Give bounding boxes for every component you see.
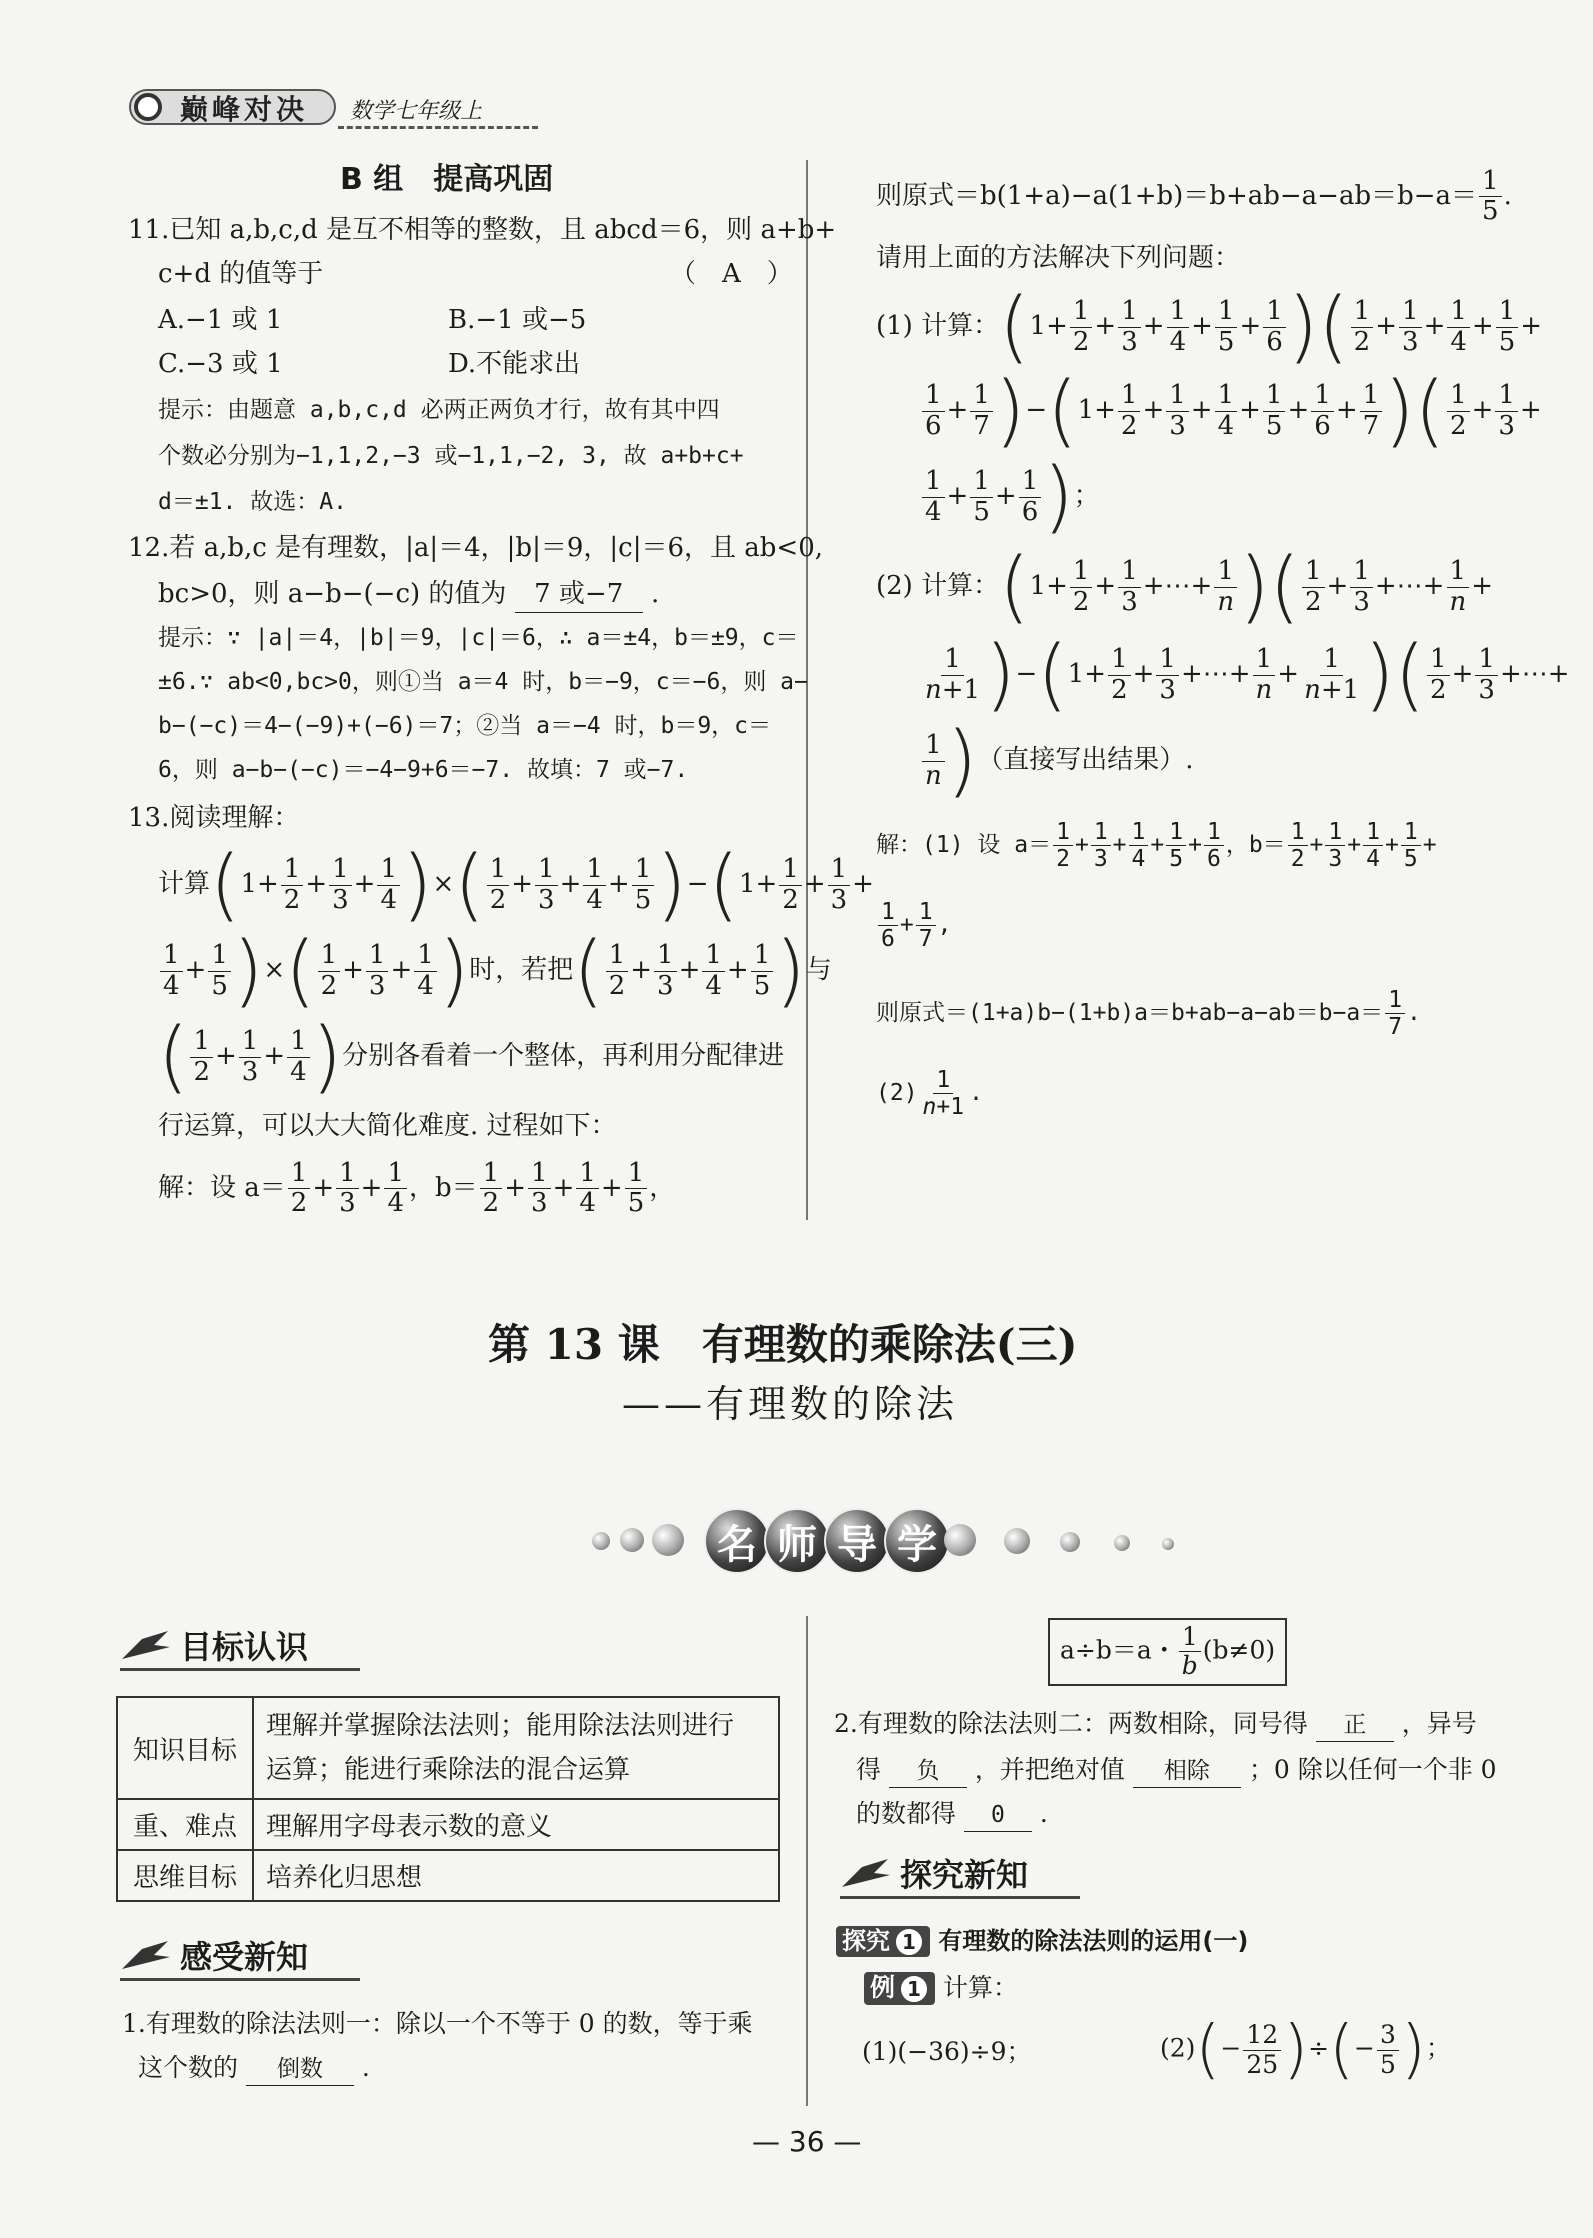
q12-hint-2: ±6.∵ ab<0,bc>0，则①当 a＝4 时，b＝−9，c＝−6，则 a− (158, 669, 808, 695)
p1-line2: $\frac{1}{6}$ + $\frac{1}{7}$ )−(1+ $\frac{1}{2}$ + $\frac{1}{3}$ + $\frac{1}{4}$ + $\frac{1}{5}$ + $\frac{1}{6}$ + $\frac{1}{7}$ )( $\frac{1}{2}$ + $\frac{1}{3}$ + (920, 372, 1542, 450)
goal-value-line: 运算；能进行乘除法的混合运算 (266, 1755, 631, 1786)
q11-option-a: A.−1 或 1 (158, 305, 283, 335)
p2-line3: $\frac{1}{n}$ )（直接写出结果）. (920, 722, 1193, 800)
lesson-title: 第 13 课 有理数的乘除法(三) (488, 1320, 1078, 1369)
goal-value: 理解用字母表示数的意义 (253, 1799, 779, 1850)
banner-dot (592, 1532, 610, 1550)
series-name: 巅峰对决 (180, 93, 309, 126)
q13-expr-line1: 计算(1+ $\frac{1}{2}$ + $\frac{1}{3}$ + $\frac{1}{4}$ )×( $\frac{1}{2}$ + $\frac{1}{3}$ + $\frac{1}{4}$ + $\frac{1}{5}$ )−(1+ $\frac{1}{2}$ + $\frac{1}{3}$ + (158, 840, 874, 930)
goal-key: 重、难点 (117, 1799, 253, 1850)
banner-dot (1060, 1532, 1080, 1552)
ganshou-underline (120, 1978, 360, 1981)
column-divider-bottom (806, 1616, 808, 2106)
tanjiu-underline (840, 1896, 1080, 1899)
goal-key: 思维目标 (117, 1850, 253, 1901)
q11-line2: c+d 的值等于 (158, 259, 324, 289)
lesson-subtitle: ——有理数的除法 (622, 1382, 959, 1426)
explore-tag: 探究 1 (836, 1926, 930, 1957)
q13-calc: 计算 (158, 869, 211, 899)
goal-key: 知识目标 (117, 1697, 253, 1799)
q12-line2 (158, 578, 659, 613)
q11-hint-1: 提示：由题意 a,b,c,d 必两正两负才行，故有其中四 (158, 397, 720, 423)
q13-solution: 解：设 a＝ $\frac{1}{2}$ + $\frac{1}{3}$ + $\frac{1}{4}$ ，b＝ $\frac{1}{2}$ + $\frac{1}{3}$ + $\frac{1}{4}$ + $\frac{1}{5}$ ， (158, 1158, 676, 1219)
p1-line1: (1) 计算：(1+ $\frac{1}{2}$ + $\frac{1}{3}$ + $\frac{1}{4}$ + $\frac{1}{5}$ + $\frac{1}{6}$ )( $\frac{1}{2}$ + $\frac{1}{3}$ + $\frac{1}{4}$ + $\frac{1}{5}$ + (876, 282, 1543, 372)
goal-value-line: 理解并掌握除法法则；能用除法法则进行 (266, 1711, 735, 1741)
banner-char: 师 (764, 1508, 830, 1574)
header-rule (338, 126, 538, 129)
q12-line2-end: . (650, 579, 660, 609)
example-q2: (2)(− $\frac{12}{25}$ )÷(− $\frac{3}{5}$ )； (1160, 2013, 1451, 2087)
mubiao-heading: 目标认识 (120, 1622, 308, 1668)
rule2-answer-zero: 0 (964, 1801, 1032, 1832)
right-orig: 则原式＝b(1+a)−a(1+b)＝b+ab−a−ab＝b−a＝ $\frac{1}{5}$ . (876, 166, 1512, 227)
mubiao-underline (120, 1668, 360, 1671)
header (128, 84, 548, 134)
ganshou-heading: 感受新知 (120, 1932, 308, 1978)
goals-table (116, 1696, 780, 1902)
rule2-answer-abs: 相除 (1133, 1757, 1241, 1788)
q13-title: 13.阅读理解： (128, 803, 300, 833)
banner-mingshi (704, 1508, 944, 1574)
right-solution-1: 解：(1) 设 a＝ $\frac{1}{2}$ + $\frac{1}{3}$ + $\frac{1}{4}$ + $\frac{1}{5}$ + $\frac{1}{6}$ ，b＝ $\frac{1}{2}$ + $\frac{1}{3}$ + $\frac{1}{4}$ + $\frac{1}{5}$ + (876, 819, 1437, 873)
rule2-answer-diff-sign: 负 (889, 1757, 967, 1788)
q13-expr-line2: $\frac{1}{4}$ + $\frac{1}{5}$ )×( $\frac{1}{2}$ + $\frac{1}{3}$ + $\frac{1}{4}$ )时，若把( $\frac{1}{2}$ + $\frac{1}{3}$ + $\frac{1}{4}$ + $\frac{1}{5}$ )与 (158, 932, 832, 1010)
bird-icon (840, 1853, 892, 1893)
q11-option-c: C.−3 或 1 (158, 349, 283, 379)
banner-dot (1114, 1535, 1130, 1551)
ganshou-line1: 1.有理数的除法法则一：除以一个不等于 0 的数，等于乘 (122, 2009, 753, 2038)
banner-dot (1162, 1538, 1174, 1550)
example-line: 例 1 计算： (864, 1972, 1018, 2005)
q12-line2-text: bc>0，则 a−b−(−c) 的值为 (158, 579, 507, 609)
rule2-answer-same-sign: 正 (1316, 1711, 1394, 1742)
q11-option-b: B.−1 或−5 (448, 305, 587, 335)
q12-hint-4: 6，则 a−b−(−c)＝−4−9+6＝−7. 故填：7 或−7. (158, 757, 689, 783)
table-row (117, 1850, 779, 1901)
q12-answer: 7 或−7 (515, 578, 643, 613)
rule2-line3: 的数都得 0 . (856, 1798, 1048, 1832)
goal-value (253, 1697, 779, 1799)
table-row (117, 1799, 779, 1850)
banner-dot (620, 1528, 644, 1552)
banner-dot (944, 1524, 976, 1556)
q11-hint-3: d＝±1. 故选：A. (158, 489, 347, 515)
table-row (117, 1697, 779, 1799)
banner-dot (652, 1524, 684, 1556)
banner-char: 名 (704, 1508, 770, 1574)
q11-line1: 11.已知 a,b,c,d 是互不相等的整数，且 abcd＝6，则 a+b+ (128, 215, 837, 245)
q11-option-d: D.不能求出 (448, 349, 581, 379)
p2-line2: $\frac{1}{n+1}$ )−(1+ $\frac{1}{2}$ + $\frac{1}{3}$ +⋯+ $\frac{1}{n}$ + $\frac{1}{n+1}$ )( $\frac{1}{2}$ + $\frac{1}{3}$ +⋯+ (925, 630, 1570, 720)
division-rule-box: a÷b＝a・ $\frac{1}{b}$ (b≠0) (1048, 1618, 1287, 1686)
q13-expr-line3: ( $\frac{1}{2}$ + $\frac{1}{3}$ + $\frac{1}{4}$ )分别各看着一个整体，再利用分配律进 (158, 1012, 785, 1102)
tanjiu-title: 探究 1 有理数的除法法则的运用(一) (836, 1926, 1248, 1957)
right-solution-1b: $\frac{1}{6}$ + $\frac{1}{7}$ , (876, 900, 951, 951)
right-ask: 请用上面的方法解决下列问题： (876, 243, 1241, 273)
banner-char: 学 (884, 1508, 950, 1574)
banner-dot (1004, 1528, 1030, 1554)
rule2-line2: 得 负 ，并把绝对值 相除 ；0 除以任何一个非 0 (856, 1754, 1497, 1788)
q12-hint-1: 提示：∵ |a|＝4，|b|＝9，|c|＝6，∴ a＝±4，b＝±9，c＝ (158, 625, 799, 651)
q12-line1: 12.若 a,b,c 是有理数，|a|＝4，|b|＝9，|c|＝6，且 ab<0, (128, 533, 824, 563)
p2-line1: (2) 计算：(1+ $\frac{1}{2}$ + $\frac{1}{3}$ +⋯+ $\frac{1}{n}$ )( $\frac{1}{2}$ + $\frac{1}{3}$ +⋯+ $\frac{1}{n}$ + (876, 542, 1493, 632)
page-number: — 36 — (752, 2125, 862, 2158)
tanjiu-heading: 探究新知 (840, 1850, 1028, 1896)
right-answer-2: (2) $\frac{1}{n+1}$ . (876, 1067, 983, 1121)
bird-icon (120, 1625, 172, 1665)
banner-char: 导 (824, 1508, 890, 1574)
q13-line-run: 行运算，可以大大简化难度. 过程如下： (158, 1111, 617, 1141)
ganshou-line2: 这个数的 倒数 . (138, 2052, 370, 2086)
right-orig-2: 则原式＝(1+a)b−(1+b)a＝b+ab−a−ab＝b−a＝ $\frac{1}{7}$ . (876, 987, 1421, 1041)
example-q1: (1)(−36)÷9； (862, 2037, 1032, 2066)
rule2-line1: 2.有理数的除法法则二：两数相除，同号得 正 ，异号 (834, 1708, 1477, 1742)
example-tag: 例 1 (864, 1972, 935, 2005)
bird-icon (120, 1935, 172, 1975)
subject-label: 数学七年级上 (350, 99, 483, 124)
q11-hint-2: 个数必分别为−1,1,2,−3 或−1,1,−2, 3, 故 a+b+c+ (158, 443, 744, 469)
q11-answer: （ A ） (670, 259, 793, 289)
goal-value: 培养化归思想 (253, 1850, 779, 1901)
q12-hint-3: b−(−c)＝4−(−9)+(−6)＝7；②当 a＝−4 时，b＝9，c＝ (158, 713, 772, 739)
group-title: B 组 提高巩固 (340, 162, 554, 197)
ganshou-answer: 倒数 (246, 2055, 354, 2086)
p1-line3: $\frac{1}{4}$ + $\frac{1}{5}$ + $\frac{1}{6}$ )； (920, 458, 1100, 536)
